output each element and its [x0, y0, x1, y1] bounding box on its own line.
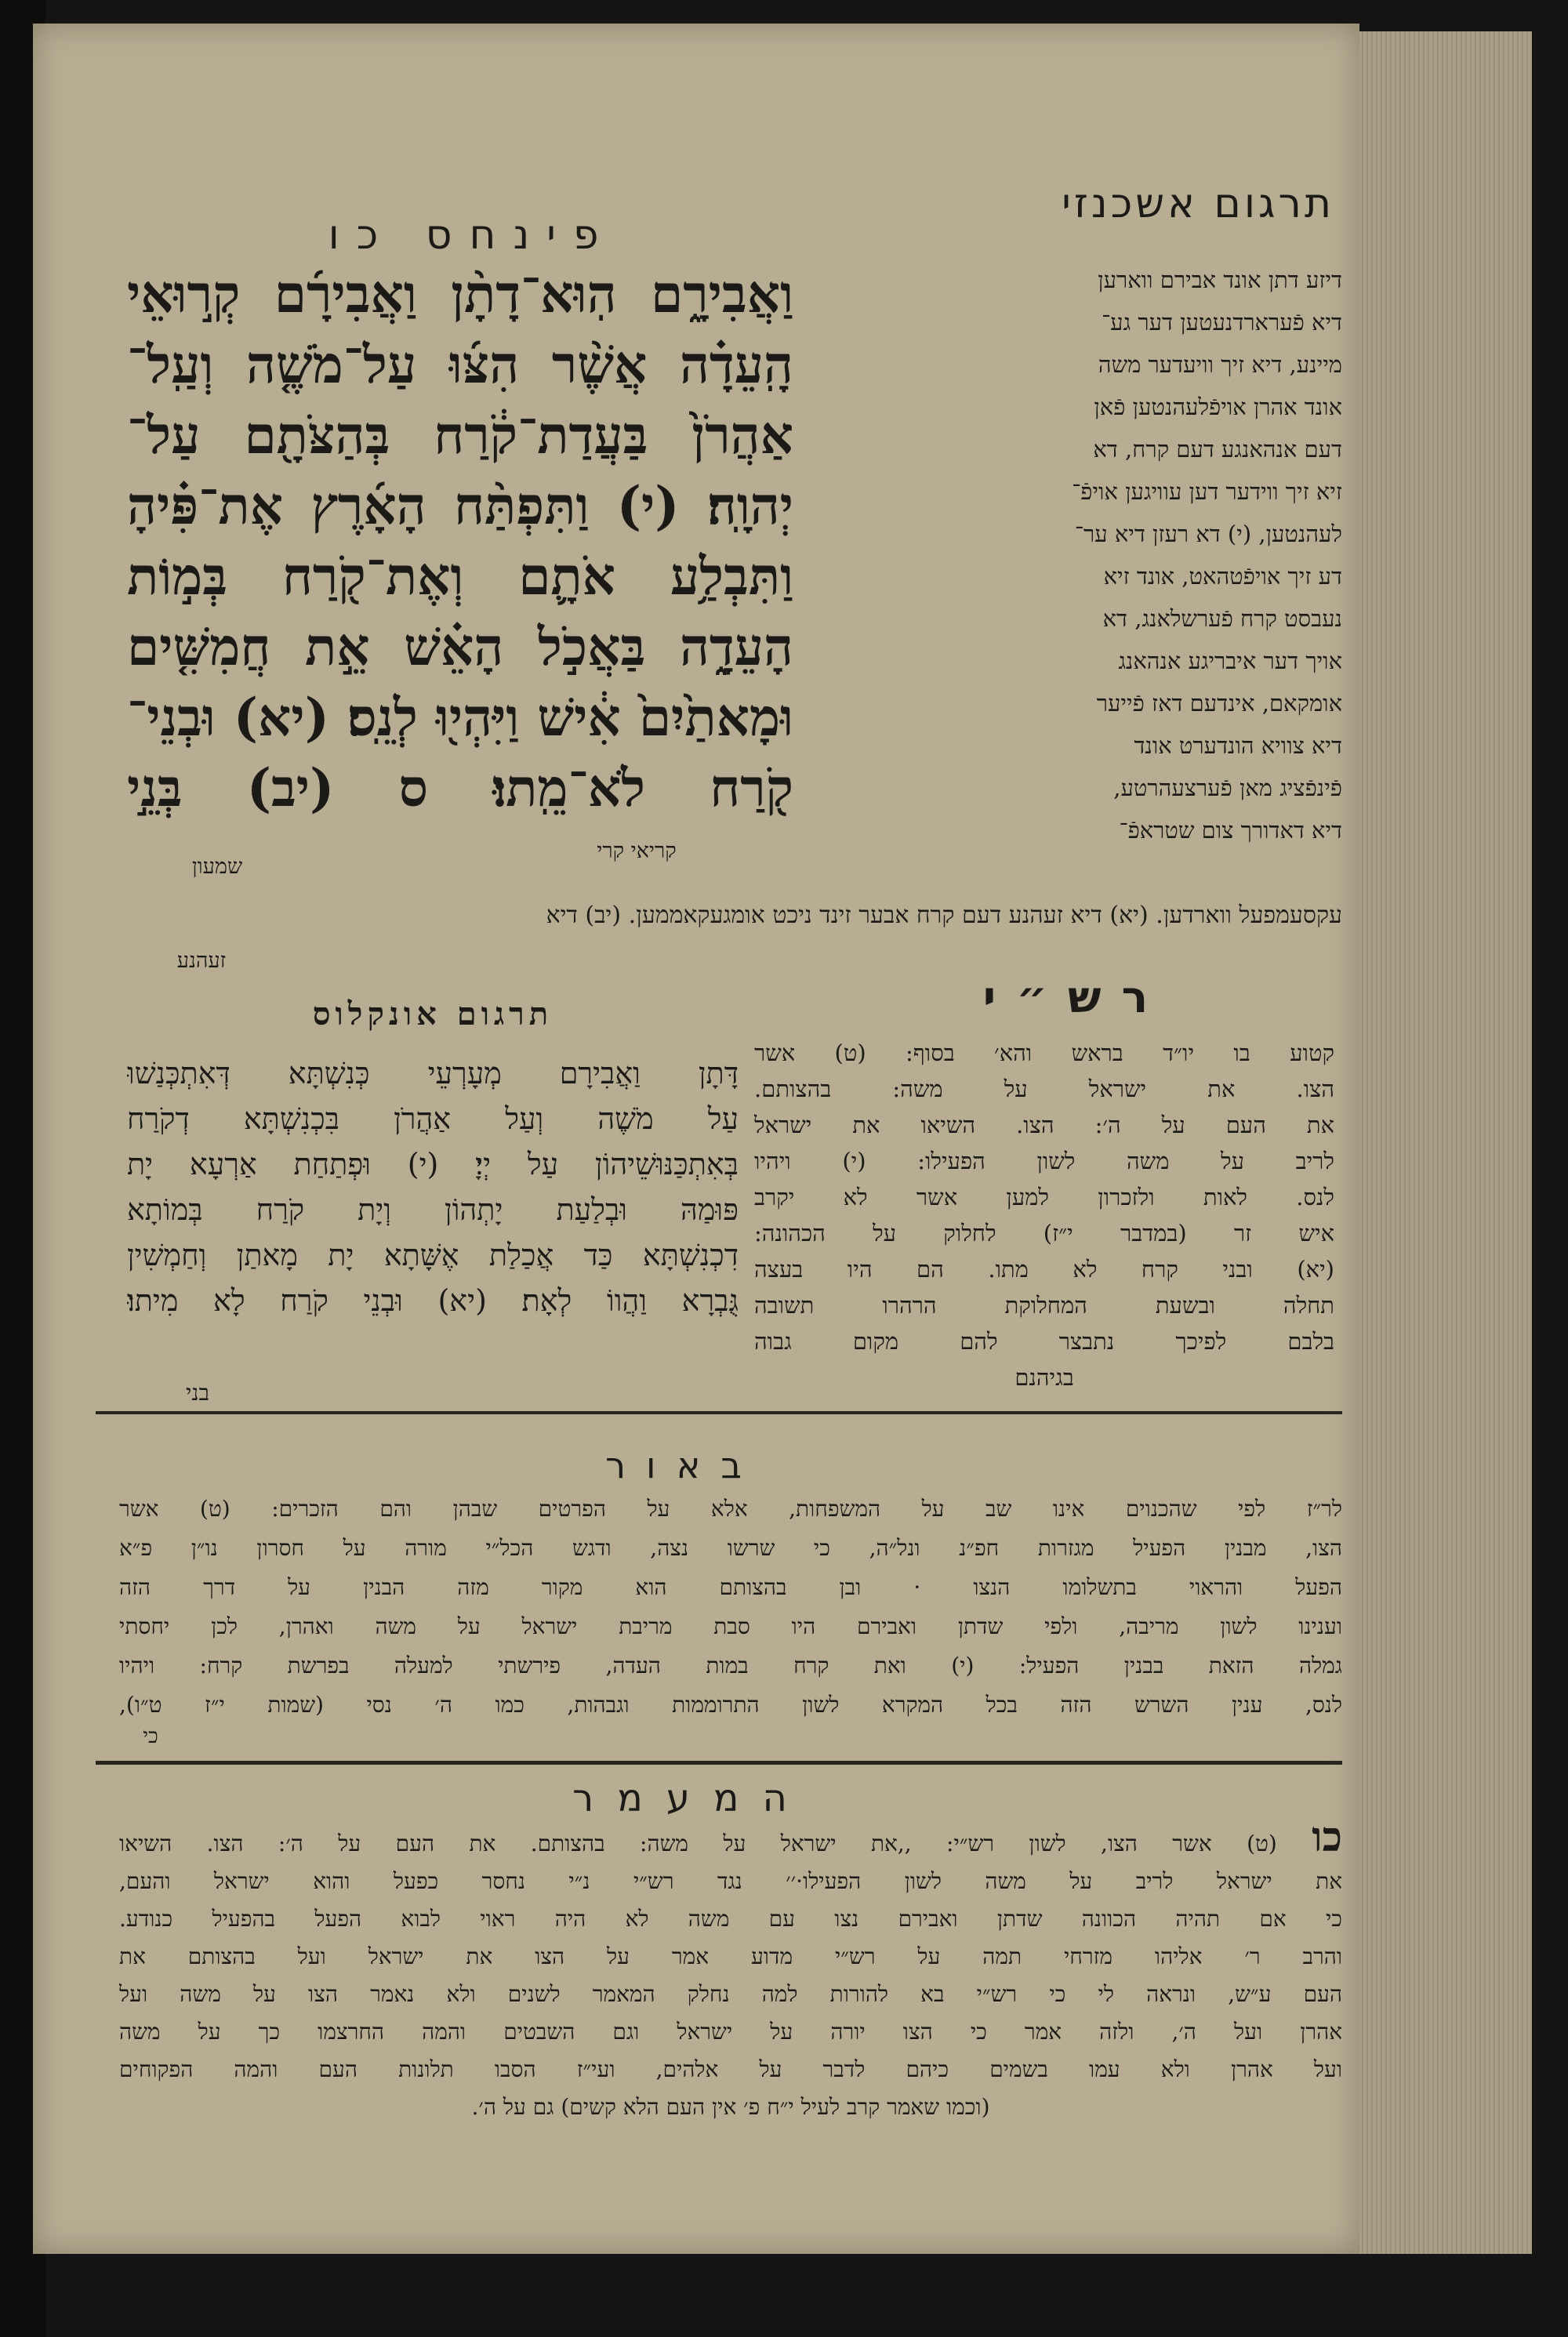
translation-catchword: זעהנע [176, 949, 227, 973]
onkelos-line: עַל מֹשֶׁה וְעַל אַהֲרֹן בִּכְנִשְׁתָּא דְקֹרַח [127, 1101, 739, 1136]
onkelos-targum [127, 1051, 739, 1323]
rashi-line: (יא) ובני קרח לא מתו. הם היו בעצה [754, 1256, 1334, 1283]
biur-line: הפעל והראוי בתשלומו הנצו · ובן בהצותם הוא מקור מזה הבנין על דרך הזה [119, 1574, 1342, 1600]
verse-line: קֹ֖רַח לֹא־מֵֽתוּ׃ ס (יב) בְּנֵ֣י [127, 757, 793, 818]
onkelos-title: תרגום אונקלוס [312, 996, 554, 1032]
verse-line: יְהוָֽה׃ (י) וַתִּפְתַּ֨ח הָאָ֜רֶץ אֶת־פִּ֗יהָ [127, 475, 793, 536]
translation-line: דעם אנהאנגע דעם קרח, דא [1093, 436, 1342, 463]
biur-line: לנס, ענין השרש הזה בכל המקרא לשון התרוממות וגבהות, כמו ה׳ נסי (שמות י״ז ט״ו), [119, 1692, 1342, 1718]
meamer-line: (וכמו שאמר קרב לעיל י״ח פ׳ אין העם הלא קשים) גם על ה׳. [471, 2094, 990, 2120]
meamer-title: המעמר [572, 1776, 811, 1820]
rashi-title: רש״י [982, 972, 1169, 1023]
translation-line: לעהנטען, (י) דא רעזן דיא ער־ [1074, 521, 1342, 547]
onkelos-line: דָּתָן וַאֲבִירָם מְעָרְעֵי כְּנִשְׁתָּא דְּאִתְכְּנַשׁוּ [127, 1056, 739, 1090]
translation-line: אומקאם, אינדעם דאז פֿייער [1096, 690, 1342, 717]
rashi-commentary [754, 1035, 1334, 1395]
rashi-line: את העם על ה׳: הצו. השיאו את ישראל [754, 1112, 1334, 1138]
meamer-initial-word: כו [1312, 1819, 1342, 1861]
meamer-line: העם ע״ש, ונראה לי כי רש״י בא להורות למה נחלק המאמר לשנים ולא נאמר הצו על משה ועל [119, 1981, 1342, 2007]
biur-commentary [119, 1490, 1342, 1725]
meamer-line: אהרן ועל ה׳, ולזה אמר כי הצו יורה על ישראל וגם השבטים והמה החרצמו כך על משה [119, 2019, 1342, 2045]
meamer-line: ועל אהרן ולא עמו בשמים כיהם לדבר על אלהים, ועי״ז הסבו תלונות העם והמה הפקוחים [119, 2056, 1342, 2082]
rashi-line: בגיהנם [1014, 1364, 1074, 1391]
onkelos-line: בְּאִתְכַּנּוּשֵׁיהוֹן עַל יְיָ׃ (י) וּפְתַחַת אַרְעָא יָת [127, 1147, 739, 1181]
meamer-commentary [119, 1819, 1342, 2126]
biur-catchword: כי [143, 1725, 158, 1748]
verse-line: הָֽעֵדָ֗ה אֲשֶׁ֨ר הִצּ֜וּ עַל־מֹשֶׁ֤ה וְעַֽל־ [127, 334, 793, 395]
meamer-line-text: (ט) אשר הצו, לשון רש״י: ,,את ישראל על משה: בהצותם. את העם על ה׳: הצו. השיאו [119, 1831, 1277, 1856]
onkelos-line: גֻּבְרָא וַהֲווֹ לְאָת׃ (יא) וּבְנֵי קֹרַח לָא מִיתוּ׃ [127, 1283, 739, 1318]
rashi-line: איש זר (במדבר י״ז) לחלוק על הכהונה: [754, 1220, 1334, 1247]
biur-line: לר״ז לפי שהכנוים אינו שב על המשפחות, אלא על הפרטים שבהן והם הזכרים: (ט) אשר [119, 1496, 1342, 1522]
verse-line: אַהֲרֹן֙ בַּעֲדַת־קֹ֔רַח בְּהַצֹּתָ֖ם עַל־ [127, 405, 793, 466]
verse-line: הָעֵדָ֑ה בַּאֲכֹ֣ל הָאֵ֗שׁ אֵ֣ת חֲמִשִּׁ֤ים [127, 616, 793, 677]
translation-line: זיא זיך ווידער דען עוויגען אויפֿ־ [1072, 478, 1342, 505]
meamer-line [119, 1819, 1342, 1863]
translation-line: דיא דאדורך צום שטראפֿ־ [1119, 817, 1342, 844]
section-divider-top [96, 1411, 1342, 1414]
verse-line: וַתִּבְלַ֥ע אֹתָ֛ם וְאֶת־קֹ֖רַח בְּמ֣וֹת [127, 546, 793, 607]
book-page [33, 24, 1359, 2254]
biur-title: באור [605, 1444, 762, 1486]
book-page-edges [1359, 31, 1532, 2254]
rashi-line: הצו. את ישראל על משה: בהצותם. [754, 1076, 1334, 1102]
verse-line: וּמָאתַ֙יִם֙ אִ֔ישׁ וַיִּהְי֖וּ לְנֵֽס׃ (יא) וּבְנֵי־ [127, 687, 793, 748]
translation-line: אונד אהרן אויפֿלעהנטען פֿאן [1094, 394, 1342, 420]
verse-catchword: שמעון [191, 855, 243, 879]
meamer-line: כי אם תהיה הכוונה שדתן ואבירם נצו עם משה לא היה ראוי לבוא הפעל בהפעיל כנודע. [119, 1906, 1342, 1932]
german-translation-column [825, 259, 1342, 851]
rashi-line: קטוע בו יו״ד בראש והא׳ בסוף: (ט) אשר [754, 1040, 1334, 1066]
verse-line: וַאֲבִירָ֑ם הֽוּא־דָתָ֨ן וַאֲבִירָ֜ם קְר֣וּאֵי [127, 263, 793, 325]
translation-line: אויך דער איבריגע אנהאנג [1118, 648, 1342, 674]
translation-line: דיא פֿערארדנעטען דער גע־ [1102, 309, 1342, 336]
translation-line: פֿינפֿציג מאן פֿערצעהרטע, [1113, 775, 1342, 801]
translation-line: נעבסט קרח פֿערשלאנג, דא [1102, 605, 1342, 632]
onkelos-line: פּוּמַהּ וּבְלַעַת יָתְהוֹן וְיָת קֹרַח בְּמוֹתָא [127, 1192, 739, 1227]
section-divider-middle [96, 1761, 1342, 1765]
translation-continuation-line: עקסעמפעל ווארדען. (יא) דיא זעהנע דעם קרח אבער זינד ניכט אומגעקאממען. (יב) דיא [546, 902, 1342, 929]
translation-line: מיינע, דיא זיך וויעדער משה [1098, 351, 1342, 378]
onkelos-line: דִכְנִשְׁתָּא כַּד אֲכַלַת אֶשָּׁתָא יָת מָאתַן וְחַמְשִׁין [127, 1238, 739, 1272]
rashi-line: לריב על משה לשון הפעילו: (י) ויהיו [754, 1148, 1334, 1174]
biur-line: הצו, מבנין הפעיל מגזרות חפ״נ ונל״ה, כי שרשו נצה, ודגש הכל״י מורה על חסרון נו״ן פ״א [119, 1535, 1342, 1561]
translation-line: דיזע דתן אונד אבירם ווארען [1098, 267, 1342, 293]
qere-note: קריאי קרי [597, 839, 677, 863]
meamer-line: והרב ר׳ אליהו מזרחי תמה על רש״י מדוע אמר על הצו את ישראל ועל בהצותם את [119, 1943, 1342, 1969]
translation-line: דע זיך אויפֿטהאט, אונד זיא [1103, 563, 1342, 590]
rashi-line: תחלה ובשעת המחלוקת הרהרו תשובה [754, 1292, 1334, 1319]
rashi-line: בלבם לפיכך נתבצר להם מקום גבוה [754, 1328, 1334, 1355]
hebrew-verse-text [127, 259, 793, 823]
header-portion-title: פינחס כו [328, 212, 616, 259]
meamer-line: את ישראל לריב על משה לשון הפעילו·׳׳ נגד רש״י נ״י נחסר כפעל והוא ישראל והעם, [119, 1868, 1342, 1894]
biur-line: גמלה הזאת בבנין הפעיל: (י) ואת קרח במות העדה, פירשתי למעלה בפרשת קרח: ויהיו [119, 1653, 1342, 1678]
header-translation-title: תרגום אשכנזי [1062, 180, 1334, 227]
biur-line: וענינו לשון מריבה, ולפי שדתן ואבירם היו סבת מריבת ישראל על משה ואהרן, לכן יחסתי [119, 1613, 1342, 1639]
rashi-line: לנס. לאות ולזכרון למען אשר לא יקרב [754, 1184, 1334, 1210]
translation-line: דיא צוויא הונדערט אונד [1134, 732, 1342, 759]
onkelos-catchword: בני [186, 1380, 209, 1406]
